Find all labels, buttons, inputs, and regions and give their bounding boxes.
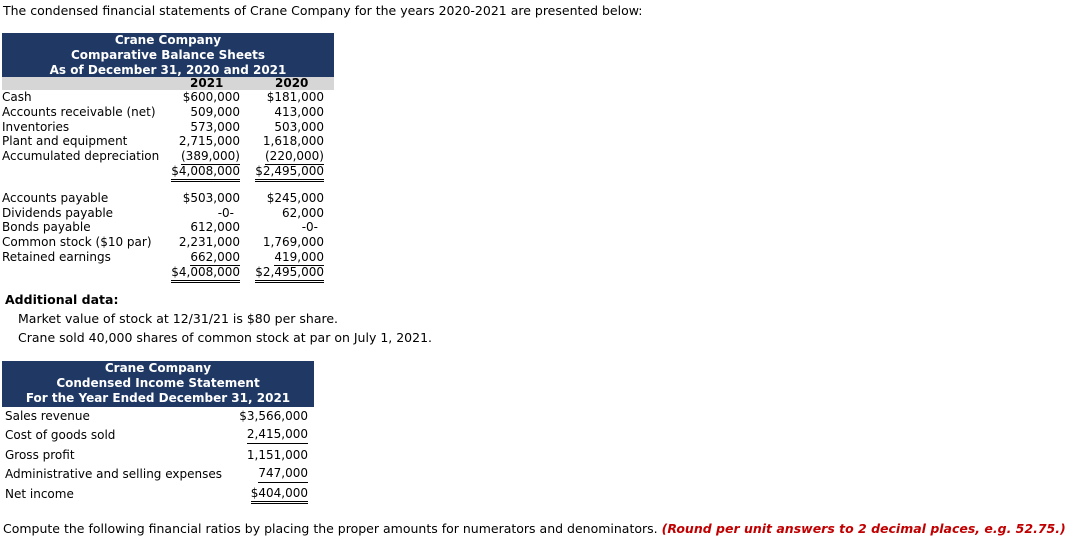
row-label: Accounts payable [2,190,109,205]
table-row [2,446,314,465]
balance-sheet-column-headers [2,77,334,90]
balance-sheet-company: Crane Company [114,33,222,47]
value-2021: -0- [217,205,234,220]
table-row [2,134,334,149]
table-row [2,206,334,221]
column-2020: 2020 [275,76,309,90]
table-row [2,220,334,235]
row-label: Cost of goods sold [5,428,116,443]
additional-data-line: Crane sold 40,000 shares of common stock at par on July 1, 2021. [18,330,433,345]
value-2020: -0- [301,220,318,235]
additional-data-line: Market value of stock at 12/31/21 is $80 per share. [18,311,339,326]
value-2020: 1,618,000 [262,134,324,149]
row-value: 1,151,000 [246,447,308,462]
total-assets-2021: $4,008,000 [171,164,240,182]
value-2020: 419,000 [274,249,324,264]
total-row [2,265,334,280]
row-label: Bonds payable [2,220,91,235]
table-row [2,105,334,120]
row-label: Gross profit [5,447,75,462]
value-2021: $503,000 [182,190,240,205]
row-label: Plant and equipment [2,134,128,149]
value-2020: $181,000 [266,90,324,104]
row-label: Sales revenue [5,409,90,423]
value-2020: 503,000 [274,119,324,134]
row-label: Net income [5,486,74,501]
total-liabilities-2020: $2,495,000 [255,265,324,283]
balance-sheet [2,33,334,280]
row-value: 2,415,000 [247,426,308,444]
value-2021: 509,000 [190,104,240,119]
value-2020: 413,000 [274,104,324,119]
value-2020: (220,000) [265,149,324,164]
additional-data-title: Additional data: [5,292,119,307]
row-label: Dividends payable [2,205,114,220]
row-label: Cash [2,90,32,104]
table-row [2,90,334,105]
row-label: Retained earnings [2,249,111,264]
income-statement-header [2,361,314,407]
table-row [2,235,334,250]
income-statement [2,361,314,504]
value-2021: 573,000 [190,119,240,134]
value-2021: (389,000) [181,149,240,164]
value-2020: 62,000 [282,205,324,220]
income-statement-period: For the Year Ended December 31, 2021 [25,391,291,405]
income-statement-company: Crane Company [104,361,212,375]
rounding-note: (Round per unit answers to 2 decimal places, e.g. 52.75.) [661,521,1066,536]
table-row [2,485,314,504]
row-label: Common stock ($10 par) [2,235,152,250]
value-2021: 2,231,000 [178,235,240,250]
value-2020: 1,769,000 [262,235,324,250]
value-2021: 2,715,000 [178,134,240,149]
table-row [2,191,334,206]
column-2021: 2021 [190,76,224,90]
balance-sheet-header [2,33,334,77]
row-label: Accounts receivable (net) [2,104,156,119]
value-2021: 612,000 [190,220,240,235]
value-2021: 662,000 [190,249,240,264]
row-label: Administrative and selling expenses [5,467,222,482]
row-label: Inventories [2,119,70,134]
value-2021: $600,000 [182,90,240,104]
table-row [2,465,314,484]
instructions [3,521,1066,536]
balance-sheet-date: As of December 31, 2020 and 2021 [49,63,287,77]
value-2020: $245,000 [266,190,324,205]
intro-text: The condensed financial statements of Crane Company for the years 2020-2021 are presented below: [3,3,643,18]
total-liabilities-2021: $4,008,000 [171,265,240,283]
row-value: 747,000 [258,465,308,483]
total-assets-2020: $2,495,000 [255,164,324,182]
income-statement-title: Condensed Income Statement [56,376,260,390]
table-row [2,149,334,164]
row-value: $404,000 [251,485,308,504]
balance-sheet-title: Comparative Balance Sheets [70,48,265,62]
row-label: Accumulated depreciation [2,149,160,164]
table-row [2,426,314,445]
table-row [2,120,334,135]
table-row [2,250,334,265]
total-row [2,164,334,179]
row-value: $3,566,000 [239,409,308,423]
table-row [2,407,314,426]
instructions-text: Compute the following financial ratios by placing the proper amounts for numerators and denominators. [3,521,658,536]
